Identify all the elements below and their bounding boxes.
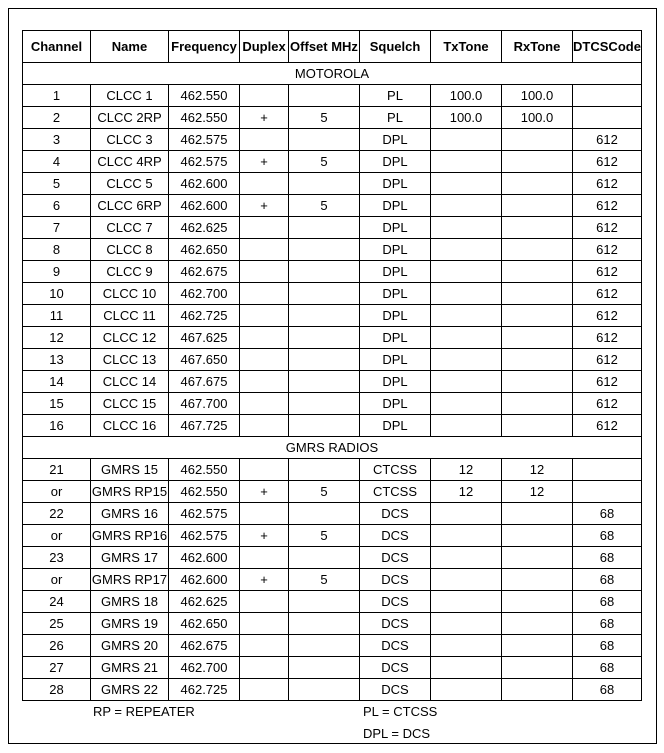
- cell-name: CLCC 2RP: [91, 107, 169, 129]
- cell-frequency: 462.600: [169, 195, 240, 217]
- table-row: [23, 349, 642, 371]
- cell-name: GMRS 16: [91, 503, 169, 525]
- table-row: [23, 239, 642, 261]
- cell-frequency: 462.575: [169, 503, 240, 525]
- table-row: [23, 261, 642, 283]
- cell-dtcscode: 612: [573, 261, 642, 283]
- cell-squelch: DPL: [360, 151, 431, 173]
- cell-rxtone: [502, 129, 573, 151]
- cell-name: GMRS 22: [91, 679, 169, 701]
- cell-dtcscode: 612: [573, 195, 642, 217]
- cell-squelch: DCS: [360, 591, 431, 613]
- table-row: [23, 371, 642, 393]
- cell-duplex: [240, 679, 289, 701]
- cell-dtcscode: [573, 107, 642, 129]
- cell-dtcscode: 68: [573, 657, 642, 679]
- cell-duplex: +: [240, 107, 289, 129]
- cell-offset: 5: [289, 481, 360, 503]
- cell-squelch: DPL: [360, 261, 431, 283]
- cell-offset: [289, 239, 360, 261]
- cell-frequency: 462.625: [169, 591, 240, 613]
- table-row: [23, 525, 642, 547]
- cell-dtcscode: 68: [573, 591, 642, 613]
- cell-frequency: 467.675: [169, 371, 240, 393]
- cell-channel: 7: [23, 217, 91, 239]
- cell-channel: 14: [23, 371, 91, 393]
- cell-dtcscode: [573, 459, 642, 481]
- cell-frequency: 462.700: [169, 657, 240, 679]
- table-row: [23, 305, 642, 327]
- cell-rxtone: [502, 173, 573, 195]
- column-header-txtone: TxTone: [431, 31, 502, 63]
- table-row: [23, 547, 642, 569]
- table-row: [23, 591, 642, 613]
- cell-dtcscode: 68: [573, 679, 642, 701]
- cell-frequency: 462.675: [169, 635, 240, 657]
- section-title: GMRS RADIOS: [23, 437, 642, 459]
- cell-channel: 5: [23, 173, 91, 195]
- cell-txtone: [431, 547, 502, 569]
- cell-name: CLCC 15: [91, 393, 169, 415]
- cell-channel: 11: [23, 305, 91, 327]
- cell-txtone: [431, 503, 502, 525]
- cell-offset: [289, 85, 360, 107]
- table-row: [23, 635, 642, 657]
- cell-dtcscode: 68: [573, 503, 642, 525]
- cell-dtcscode: 612: [573, 239, 642, 261]
- cell-rxtone: [502, 261, 573, 283]
- column-header-squelch: Squelch: [360, 31, 431, 63]
- cell-txtone: 100.0: [431, 85, 502, 107]
- cell-squelch: PL: [360, 107, 431, 129]
- table-row: [23, 107, 642, 129]
- cell-frequency: 462.650: [169, 613, 240, 635]
- cell-squelch: DCS: [360, 635, 431, 657]
- cell-squelch: DCS: [360, 547, 431, 569]
- cell-txtone: [431, 415, 502, 437]
- cell-rxtone: [502, 613, 573, 635]
- cell-squelch: DCS: [360, 679, 431, 701]
- cell-name: GMRS RP15: [91, 481, 169, 503]
- cell-dtcscode: 612: [573, 151, 642, 173]
- cell-offset: [289, 591, 360, 613]
- cell-name: CLCC 16: [91, 415, 169, 437]
- cell-channel: 28: [23, 679, 91, 701]
- cell-dtcscode: 612: [573, 217, 642, 239]
- cell-frequency: 462.550: [169, 459, 240, 481]
- cell-squelch: DPL: [360, 173, 431, 195]
- column-header-duplex: Duplex: [240, 31, 289, 63]
- cell-name: GMRS 15: [91, 459, 169, 481]
- table-row: [23, 393, 642, 415]
- cell-rxtone: [502, 393, 573, 415]
- table-row: [23, 173, 642, 195]
- cell-duplex: [240, 305, 289, 327]
- cell-rxtone: [502, 635, 573, 657]
- table-row: [23, 327, 642, 349]
- cell-txtone: [431, 569, 502, 591]
- cell-frequency: 462.550: [169, 481, 240, 503]
- cell-channel: or: [23, 525, 91, 547]
- cell-squelch: CTCSS: [360, 481, 431, 503]
- cell-offset: [289, 305, 360, 327]
- cell-squelch: CTCSS: [360, 459, 431, 481]
- cell-duplex: [240, 85, 289, 107]
- cell-txtone: [431, 679, 502, 701]
- cell-duplex: +: [240, 481, 289, 503]
- cell-offset: 5: [289, 151, 360, 173]
- cell-frequency: 462.550: [169, 85, 240, 107]
- cell-squelch: DPL: [360, 349, 431, 371]
- cell-channel: 21: [23, 459, 91, 481]
- cell-dtcscode: 68: [573, 569, 642, 591]
- cell-txtone: [431, 393, 502, 415]
- cell-name: CLCC 3: [91, 129, 169, 151]
- cell-txtone: [431, 151, 502, 173]
- cell-name: GMRS 20: [91, 635, 169, 657]
- cell-channel: 23: [23, 547, 91, 569]
- cell-frequency: 467.625: [169, 327, 240, 349]
- cell-dtcscode: 612: [573, 393, 642, 415]
- cell-txtone: [431, 371, 502, 393]
- cell-name: CLCC 6RP: [91, 195, 169, 217]
- cell-duplex: [240, 657, 289, 679]
- column-header-name: Name: [91, 31, 169, 63]
- table-row: [23, 459, 642, 481]
- cell-name: GMRS 19: [91, 613, 169, 635]
- cell-duplex: [240, 415, 289, 437]
- cell-duplex: [240, 283, 289, 305]
- cell-squelch: DPL: [360, 327, 431, 349]
- table-row: [23, 481, 642, 503]
- cell-squelch: PL: [360, 85, 431, 107]
- cell-duplex: +: [240, 525, 289, 547]
- cell-name: CLCC 9: [91, 261, 169, 283]
- table-row: [23, 613, 642, 635]
- cell-duplex: +: [240, 569, 289, 591]
- cell-dtcscode: 68: [573, 525, 642, 547]
- cell-rxtone: [502, 239, 573, 261]
- cell-frequency: 467.725: [169, 415, 240, 437]
- cell-rxtone: [502, 569, 573, 591]
- cell-duplex: [240, 129, 289, 151]
- cell-channel: 1: [23, 85, 91, 107]
- cell-dtcscode: [573, 481, 642, 503]
- cell-txtone: [431, 635, 502, 657]
- cell-offset: [289, 613, 360, 635]
- cell-offset: [289, 173, 360, 195]
- cell-frequency: 467.700: [169, 393, 240, 415]
- cell-txtone: [431, 525, 502, 547]
- cell-name: CLCC 5: [91, 173, 169, 195]
- cell-rxtone: [502, 349, 573, 371]
- cell-frequency: 467.650: [169, 349, 240, 371]
- cell-channel: 4: [23, 151, 91, 173]
- cell-txtone: [431, 591, 502, 613]
- cell-frequency: 462.650: [169, 239, 240, 261]
- cell-dtcscode: 68: [573, 613, 642, 635]
- table-row: [23, 569, 642, 591]
- table-body: [23, 63, 642, 701]
- cell-name: GMRS 17: [91, 547, 169, 569]
- table-row: [23, 283, 642, 305]
- cell-channel: or: [23, 481, 91, 503]
- cell-duplex: [240, 613, 289, 635]
- cell-rxtone: 12: [502, 459, 573, 481]
- cell-duplex: [240, 591, 289, 613]
- cell-name: CLCC 11: [91, 305, 169, 327]
- table-row: [23, 415, 642, 437]
- cell-rxtone: [502, 217, 573, 239]
- cell-offset: [289, 459, 360, 481]
- cell-frequency: 462.700: [169, 283, 240, 305]
- cell-dtcscode: 612: [573, 371, 642, 393]
- cell-dtcscode: 68: [573, 547, 642, 569]
- cell-frequency: 462.575: [169, 525, 240, 547]
- cell-squelch: DCS: [360, 613, 431, 635]
- cell-rxtone: 100.0: [502, 85, 573, 107]
- cell-squelch: DCS: [360, 503, 431, 525]
- cell-offset: [289, 371, 360, 393]
- cell-offset: 5: [289, 195, 360, 217]
- cell-name: CLCC 12: [91, 327, 169, 349]
- cell-rxtone: [502, 591, 573, 613]
- cell-duplex: [240, 547, 289, 569]
- cell-rxtone: [502, 415, 573, 437]
- cell-rxtone: [502, 371, 573, 393]
- table-row: [23, 85, 642, 107]
- cell-txtone: [431, 173, 502, 195]
- cell-frequency: 462.550: [169, 107, 240, 129]
- cell-name: GMRS 18: [91, 591, 169, 613]
- cell-rxtone: [502, 195, 573, 217]
- cell-channel: 25: [23, 613, 91, 635]
- cell-rxtone: [502, 327, 573, 349]
- table-row: [23, 129, 642, 151]
- cell-frequency: 462.575: [169, 129, 240, 151]
- cell-duplex: [240, 371, 289, 393]
- cell-squelch: DPL: [360, 239, 431, 261]
- cell-name: CLCC 1: [91, 85, 169, 107]
- cell-dtcscode: 612: [573, 283, 642, 305]
- cell-name: GMRS 21: [91, 657, 169, 679]
- cell-rxtone: 12: [502, 481, 573, 503]
- cell-txtone: [431, 327, 502, 349]
- cell-dtcscode: 612: [573, 173, 642, 195]
- cell-channel: 16: [23, 415, 91, 437]
- cell-squelch: DPL: [360, 129, 431, 151]
- cell-channel: or: [23, 569, 91, 591]
- cell-duplex: [240, 349, 289, 371]
- cell-rxtone: [502, 305, 573, 327]
- cell-squelch: DPL: [360, 217, 431, 239]
- table-row: [23, 151, 642, 173]
- cell-txtone: [431, 195, 502, 217]
- cell-rxtone: [502, 547, 573, 569]
- cell-txtone: [431, 261, 502, 283]
- cell-squelch: DCS: [360, 525, 431, 547]
- cell-duplex: [240, 459, 289, 481]
- cell-name: GMRS RP17: [91, 569, 169, 591]
- cell-rxtone: [502, 151, 573, 173]
- cell-txtone: [431, 613, 502, 635]
- column-header-frequency: Frequency: [169, 31, 240, 63]
- cell-offset: 5: [289, 107, 360, 129]
- cell-offset: [289, 327, 360, 349]
- cell-channel: 2: [23, 107, 91, 129]
- cell-name: CLCC 10: [91, 283, 169, 305]
- cell-offset: [289, 261, 360, 283]
- cell-txtone: [431, 283, 502, 305]
- section-header-row: [23, 437, 642, 459]
- cell-channel: 6: [23, 195, 91, 217]
- cell-duplex: +: [240, 151, 289, 173]
- cell-duplex: [240, 635, 289, 657]
- cell-offset: [289, 415, 360, 437]
- cell-txtone: 100.0: [431, 107, 502, 129]
- column-header-channel: Channel: [23, 31, 91, 63]
- cell-offset: [289, 547, 360, 569]
- table-row: [23, 217, 642, 239]
- cell-frequency: 462.725: [169, 679, 240, 701]
- cell-offset: [289, 349, 360, 371]
- cell-offset: [289, 393, 360, 415]
- cell-duplex: [240, 261, 289, 283]
- cell-frequency: 462.575: [169, 151, 240, 173]
- cell-rxtone: [502, 657, 573, 679]
- header-row: [23, 31, 642, 63]
- cell-channel: 26: [23, 635, 91, 657]
- cell-channel: 27: [23, 657, 91, 679]
- cell-offset: [289, 657, 360, 679]
- cell-squelch: DPL: [360, 415, 431, 437]
- cell-channel: 8: [23, 239, 91, 261]
- cell-frequency: 462.600: [169, 547, 240, 569]
- cell-rxtone: [502, 503, 573, 525]
- cell-offset: [289, 129, 360, 151]
- cell-offset: [289, 679, 360, 701]
- cell-rxtone: [502, 679, 573, 701]
- cell-channel: 15: [23, 393, 91, 415]
- table-row: [23, 657, 642, 679]
- cell-squelch: DCS: [360, 657, 431, 679]
- cell-duplex: [240, 173, 289, 195]
- cell-offset: [289, 217, 360, 239]
- cell-duplex: [240, 217, 289, 239]
- column-header-rxtone: RxTone: [502, 31, 573, 63]
- cell-channel: 10: [23, 283, 91, 305]
- cell-frequency: 462.675: [169, 261, 240, 283]
- cell-channel: 3: [23, 129, 91, 151]
- cell-channel: 24: [23, 591, 91, 613]
- table-row: [23, 195, 642, 217]
- cell-offset: [289, 283, 360, 305]
- cell-txtone: [431, 217, 502, 239]
- cell-rxtone: [502, 283, 573, 305]
- cell-channel: 9: [23, 261, 91, 283]
- cell-squelch: DPL: [360, 283, 431, 305]
- cell-dtcscode: 612: [573, 415, 642, 437]
- cell-duplex: +: [240, 195, 289, 217]
- table-row: [23, 679, 642, 701]
- cell-name: CLCC 7: [91, 217, 169, 239]
- cell-txtone: [431, 239, 502, 261]
- cell-dtcscode: 68: [573, 635, 642, 657]
- cell-frequency: 462.625: [169, 217, 240, 239]
- cell-txtone: [431, 657, 502, 679]
- cell-txtone: [431, 129, 502, 151]
- cell-squelch: DCS: [360, 569, 431, 591]
- legend-pl: PL = CTCSS: [363, 704, 438, 719]
- cell-rxtone: 100.0: [502, 107, 573, 129]
- cell-name: CLCC 8: [91, 239, 169, 261]
- cell-rxtone: [502, 525, 573, 547]
- cell-duplex: [240, 239, 289, 261]
- cell-duplex: [240, 393, 289, 415]
- cell-dtcscode: [573, 85, 642, 107]
- cell-channel: 22: [23, 503, 91, 525]
- cell-dtcscode: 612: [573, 129, 642, 151]
- column-header-offset: Offset MHz: [289, 31, 360, 63]
- cell-duplex: [240, 327, 289, 349]
- cell-squelch: DPL: [360, 393, 431, 415]
- cell-offset: 5: [289, 569, 360, 591]
- cell-squelch: DPL: [360, 305, 431, 327]
- column-header-dtcscode: DTCSCode: [573, 31, 642, 63]
- cell-txtone: 12: [431, 459, 502, 481]
- cell-name: CLCC 4RP: [91, 151, 169, 173]
- table-row: [23, 503, 642, 525]
- cell-dtcscode: 612: [573, 327, 642, 349]
- cell-offset: [289, 635, 360, 657]
- cell-offset: 5: [289, 525, 360, 547]
- section-header-row: [23, 63, 642, 85]
- cell-squelch: DPL: [360, 371, 431, 393]
- cell-name: CLCC 13: [91, 349, 169, 371]
- cell-channel: 12: [23, 327, 91, 349]
- cell-frequency: 462.600: [169, 173, 240, 195]
- cell-txtone: [431, 305, 502, 327]
- cell-frequency: 462.600: [169, 569, 240, 591]
- cell-txtone: [431, 349, 502, 371]
- cell-dtcscode: 612: [573, 305, 642, 327]
- frequency-table: [22, 30, 642, 701]
- cell-squelch: DPL: [360, 195, 431, 217]
- legend-dpl: DPL = DCS: [363, 726, 431, 741]
- cell-channel: 13: [23, 349, 91, 371]
- cell-name: GMRS RP16: [91, 525, 169, 547]
- legend-repeater: RP = REPEATER: [93, 704, 195, 719]
- cell-offset: [289, 503, 360, 525]
- cell-txtone: 12: [431, 481, 502, 503]
- cell-duplex: [240, 503, 289, 525]
- cell-name: CLCC 14: [91, 371, 169, 393]
- section-title: MOTOROLA: [23, 63, 642, 85]
- cell-dtcscode: 612: [573, 349, 642, 371]
- cell-frequency: 462.725: [169, 305, 240, 327]
